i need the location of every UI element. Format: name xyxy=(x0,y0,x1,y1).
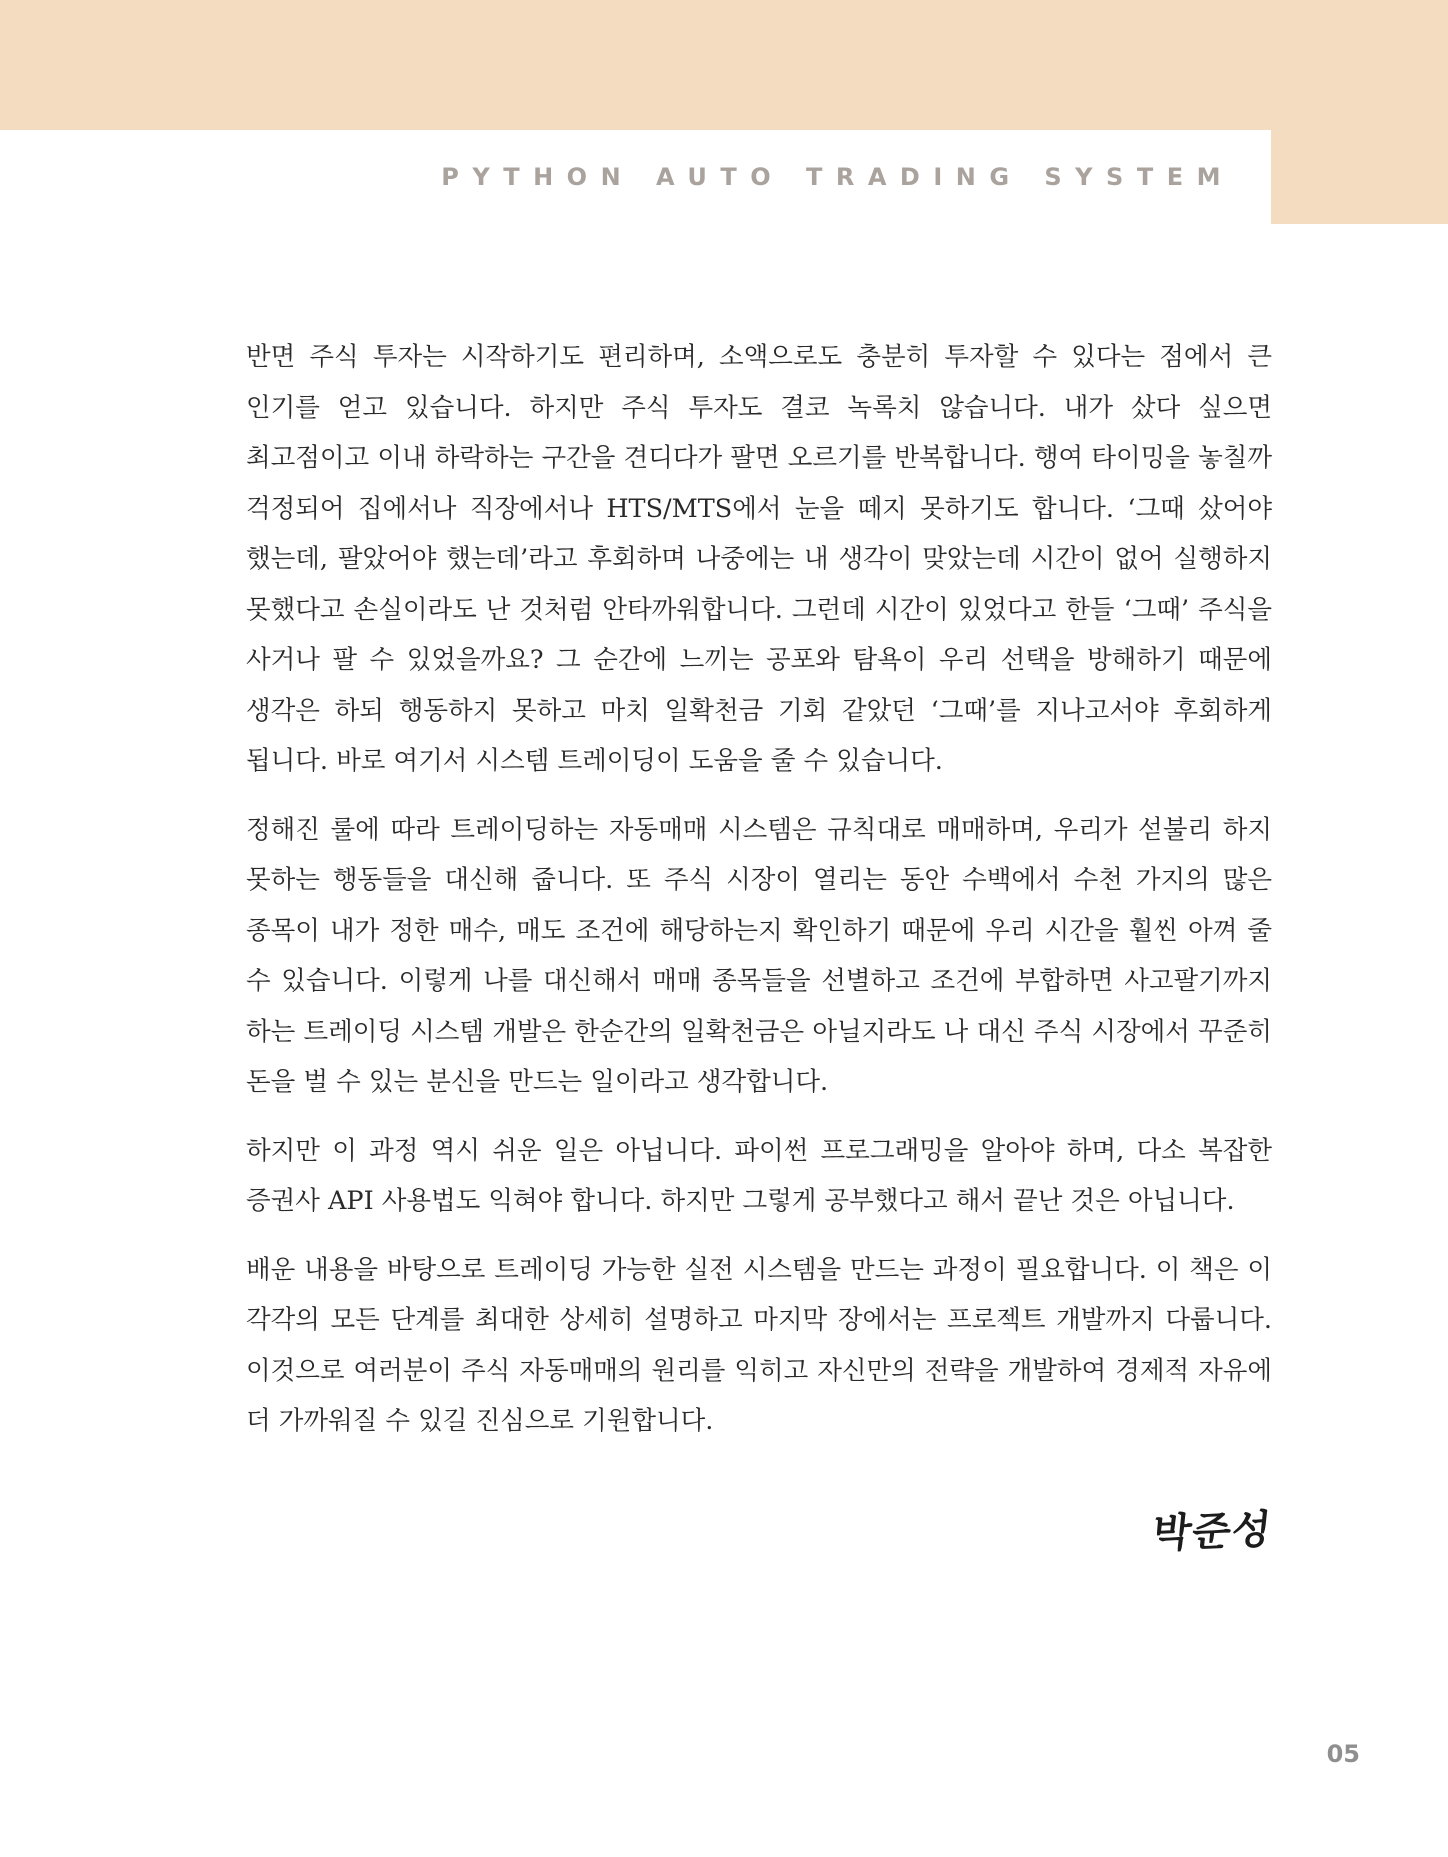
author-signature: 박준성 xyxy=(1150,1506,1275,1558)
preface-body xyxy=(246,332,1272,1465)
running-header: PYTHON AUTO TRADING SYSTEM xyxy=(441,163,1234,191)
page-number: 05 xyxy=(1326,1740,1360,1768)
top-accent-band xyxy=(0,0,1448,130)
paragraph-2: 정해진 룰에 따라 트레이딩하는 자동매매 시스템은 규칙대로 매매하며, 우리가 섣불리 하지 못하는 행동들을 대신해 줍니다. 또 주식 시장이 열리는 동안 수백에서 수천 가지의 많은 종목이 내가 정한 매수, 매도 조건에 해당하는지 확인하기 때문에 우리 시간을 훨씬 아껴 줄 수 있습니다. 이렇게 나를 대신해서 매매 종목들을 선별하고 조건에 부합하면 사고팔기까지 하는 트레이딩 시스템 개발은 한순간의 일확천금은 아닐지라도 나 대신 주식 시장에서 꾸준히 돈을 벌 수 있는 분신을 만드는 일이라고 생각합니다. xyxy=(246,814,1272,1097)
paragraph-3: 하지만 이 과정 역시 쉬운 일은 아닙니다. 파이썬 프로그래밍을 알아야 하며, 다소 복잡한 증권사 API 사용법도 익혀야 합니다. 하지만 그렇게 공부했다고 해서 끝난 것은 아닙니다. xyxy=(246,1135,1272,1216)
paragraph-1: 반면 주식 투자는 시작하기도 편리하며, 소액으로도 충분히 투자할 수 있다는 점에서 큰 인기를 얻고 있습니다. 하지만 주식 투자도 결코 녹록치 않습니다. 내가 샀다 싶으면 최고점이고 이내 하락하는 구간을 견디다가 팔면 오르기를 반복합니다. 행여 타이밍을 놓칠까 걱정되어 집에서나 직장에서나 HTS/MTS에서 눈을 떼지 못하기도 합니다. ‘그때 샀어야 했는데, 팔았어야 했는데’라고 후회하며 나중에는 내 생각이 맞았는데 시간이 없어 실행하지 못했다고 손실이라도 난 것처럼 안타까워합니다. 그런데 시간이 있었다고 한들 ‘그때’ 주식을 사거나 팔 수 있었을까요? 그 순간에 느끼는 공포와 탐욕이 우리 선택을 방해하기 때문에 생각은 하되 행동하지 못하고 마치 일확천금 기회 같았던 ‘그때’를 지나고서야 후회하게 됩니다. 바로 여기서 시스템 트레이딩이 도움을 줄 수 있습니다. xyxy=(246,342,1272,776)
paragraph-4: 배운 내용을 바탕으로 트레이딩 가능한 실전 시스템을 만드는 과정이 필요합니다. 이 책은 이 각각의 모든 단계를 최대한 상세히 설명하고 마지막 장에서는 프로젝트 개발까지 다룹니다. 이것으로 여러분이 주식 자동매매의 원리를 익히고 자신만의 전략을 개발하여 경제적 자유에 더 가까워질 수 있길 진심으로 기원합니다. xyxy=(246,1254,1272,1436)
side-accent-tab xyxy=(1271,130,1448,224)
